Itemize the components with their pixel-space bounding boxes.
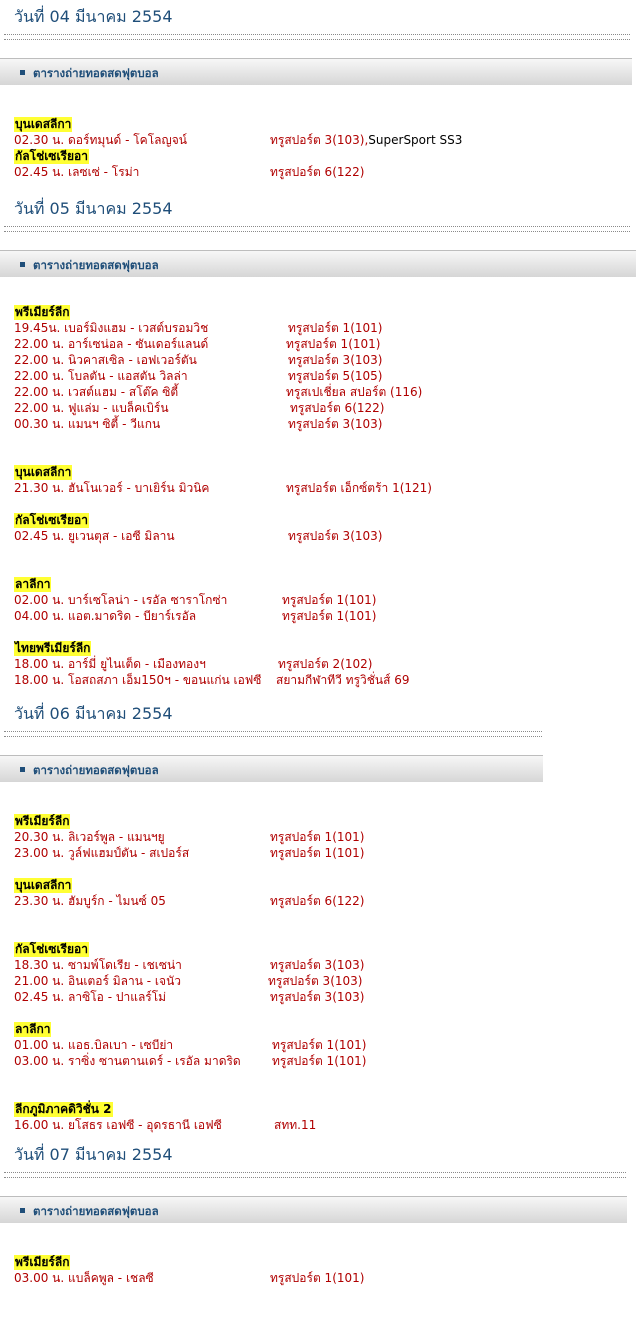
- league-title: กัลโช่เซเรียอา: [15, 942, 88, 956]
- square-bullet-icon: [20, 262, 25, 267]
- channel-text: ทรูสปอร์ต 3(103): [270, 990, 365, 1004]
- league-title: พรีเมียร์ลีก: [15, 1255, 70, 1269]
- match-text: 02.45 น. ลาซิโอ - ปาแลร์โม่: [14, 990, 167, 1004]
- match-text: 19.45น. เบอร์มิงแฮม - เวสต์บรอมวิช: [14, 321, 209, 335]
- square-bullet-icon: [20, 767, 25, 772]
- channel-name: ทรูสปอร์ต 3(103),: [270, 133, 369, 147]
- channel-text: ทรูสปอร์ต 1(101): [270, 1271, 365, 1285]
- match-text: 22.00 น. เวสต์แฮม - สโต๊ค ซิตี้: [14, 385, 179, 399]
- league-title: ไทยพรีเมียร์ลีก: [15, 641, 91, 655]
- match-text: 00.30 น. แมนฯ ซิตี้ - วีแกน: [14, 417, 161, 431]
- schedule-header-title: ตารางถ่ายทอดสดฟุตบอล: [33, 1204, 159, 1218]
- match-text: 23.00 น. วูล์ฟแฮมป์ตัน - สเปอร์ส: [14, 846, 190, 860]
- date-heading: วันที่ 07 มีนาคม 2554: [14, 1145, 173, 1164]
- match-text: 03.00 น. ราซิ่ง ซานตานเดร์ - เรอัล มาดริด: [14, 1054, 241, 1068]
- match-text: 20.30 น. ลิเวอร์พูล - แมนฯยู: [14, 830, 165, 844]
- schedule-header-bar: [0, 1196, 627, 1223]
- match-text: 22.00 น. อาร์เซน่อล - ซันเดอร์แลนด์: [14, 337, 209, 351]
- channel-text: ทรูสปอร์ต 1(101): [270, 846, 365, 860]
- league-title: กัลโช่เซเรียอา: [15, 149, 88, 163]
- match-text: 02.30 น. ดอร์ทมุนด์ - โคโลญจน์: [14, 133, 187, 147]
- channel-text: ทรูสปอร์ต 6(122): [290, 401, 385, 415]
- channel-text: ทรูสปอร์ต 1(101): [282, 609, 377, 623]
- league-title: บุนเดสลีกา: [15, 878, 72, 892]
- match-text: 22.00 น. ฟูแล่ม - แบล็คเบิร์น: [14, 401, 169, 415]
- channel-text: ทรูสปอร์ต 5(105): [288, 369, 383, 383]
- channel-text: ทรูสปอร์ต เอ็กซ์ตร้า 1(121): [286, 481, 432, 495]
- channel-extra: SuperSport SS3: [368, 133, 463, 147]
- match-text: 02.45 น. ยูเวนตุส - เอซี มิลาน: [14, 529, 175, 543]
- league-title: พรีเมียร์ลีก: [15, 814, 70, 828]
- league-title: ลาลีกา: [15, 1022, 51, 1036]
- date-heading: วันที่ 05 มีนาคม 2554: [14, 199, 173, 218]
- match-text: 21.30 น. ฮันโนเวอร์ - บาเยิร์น มิวนิค: [14, 481, 210, 495]
- dotted-divider: [4, 1172, 626, 1178]
- league-title: ลาลีกา: [15, 577, 51, 591]
- match-text: 02.00 น. บาร์เซโลน่า - เรอัล ซาราโกซ่า: [14, 593, 228, 607]
- channel-text: ทรูสปอร์ต 3(103): [270, 958, 365, 972]
- match-text: 18.00 น. โอสถสภา เอ็ม150ฯ - ขอนแก่น เอฟซี: [14, 673, 262, 687]
- channel-text: ทรูสปอร์ต 1(101): [270, 830, 365, 844]
- match-text: 02.45 น. เลซเซ่ - โรม่า: [14, 165, 140, 179]
- match-text: 23.30 น. ฮัมบูร์ก - ไมนซ์ 05: [14, 894, 166, 908]
- square-bullet-icon: [20, 70, 25, 75]
- channel-text: ทรูสปอร์ต 6(122): [270, 165, 365, 179]
- schedule-header-title: ตารางถ่ายทอดสดฟุตบอล: [33, 66, 159, 80]
- match-text: 16.00 น. ยโสธร เอฟซี - อุดรธานี เอฟซี: [14, 1118, 222, 1132]
- channel-text: ทรูสปอร์ต 1(101): [282, 593, 377, 607]
- dotted-divider: [4, 226, 630, 232]
- match-text: 01.00 น. แอธ.บิลเบา - เซบีย่า: [14, 1038, 174, 1052]
- channel-text: สทท.11: [274, 1118, 317, 1132]
- channel-text: ทรูสปอร์ต 3(103): [288, 417, 383, 431]
- schedule-header-bar: [0, 250, 636, 277]
- square-bullet-icon: [20, 1208, 25, 1213]
- channel-text: ทรูสปอร์ต 1(101): [288, 321, 383, 335]
- match-text: 22.00 น. โบลตัน - แอสตัน วิลล่า: [14, 369, 188, 383]
- schedule-header-title: ตารางถ่ายทอดสดฟุตบอล: [33, 258, 159, 272]
- match-text: 03.00 น. แบล็คพูล - เชลซี: [14, 1271, 154, 1285]
- channel-text: สยามกีฬาทีวี ทรูวิชั่นส์ 69: [276, 673, 410, 687]
- league-title: ลีกภูมิภาคดิวิชั่น 2: [15, 1102, 112, 1116]
- match-text: 18.00 น. อาร์มี่ ยูไนเต็ด - เมืองทองฯ: [14, 657, 206, 671]
- dotted-divider: [4, 731, 542, 737]
- league-title: พรีเมียร์ลีก: [15, 305, 70, 319]
- date-heading: วันที่ 06 มีนาคม 2554: [14, 704, 173, 723]
- channel-text: [270, 133, 462, 148]
- schedule-header-title: ตารางถ่ายทอดสดฟุตบอล: [33, 763, 159, 777]
- channel-text: ทรูสปอร์ต 3(103): [268, 974, 363, 988]
- channel-text: ทรูสปอร์ต 1(101): [286, 337, 381, 351]
- schedule-header-bar: [0, 755, 543, 782]
- channel-text: ทรูสปอร์ต 1(101): [272, 1038, 367, 1052]
- schedule-header-bar: [0, 58, 632, 85]
- match-text: 04.00 น. แอต.มาดริด - บียาร์เรอัล: [14, 609, 197, 623]
- league-title: กัลโช่เซเรียอา: [15, 513, 88, 527]
- channel-text: ทรูสปอร์ต 3(103): [288, 529, 383, 543]
- channel-text: ทรูสเปเชี่ยล สปอร์ต (116): [286, 385, 423, 399]
- league-title: บุนเดสลีกา: [15, 465, 72, 479]
- channel-text: ทรูสปอร์ต 6(122): [270, 894, 365, 908]
- date-heading: วันที่ 04 มีนาคม 2554: [14, 7, 173, 26]
- channel-text: ทรูสปอร์ต 2(102): [278, 657, 373, 671]
- channel-text: ทรูสปอร์ต 3(103): [288, 353, 383, 367]
- match-text: 18.30 น. ซามพ์โดเรีย - เชเซน่า: [14, 958, 182, 972]
- channel-text: ทรูสปอร์ต 1(101): [272, 1054, 367, 1068]
- match-text: 21.00 น. อินเตอร์ มิลาน - เจนัว: [14, 974, 182, 988]
- dotted-divider: [4, 34, 630, 40]
- league-title: บุนเดสลีกา: [15, 117, 72, 131]
- match-text: 22.00 น. นิวคาสเซิล - เอฟเวอร์ตัน: [14, 353, 197, 367]
